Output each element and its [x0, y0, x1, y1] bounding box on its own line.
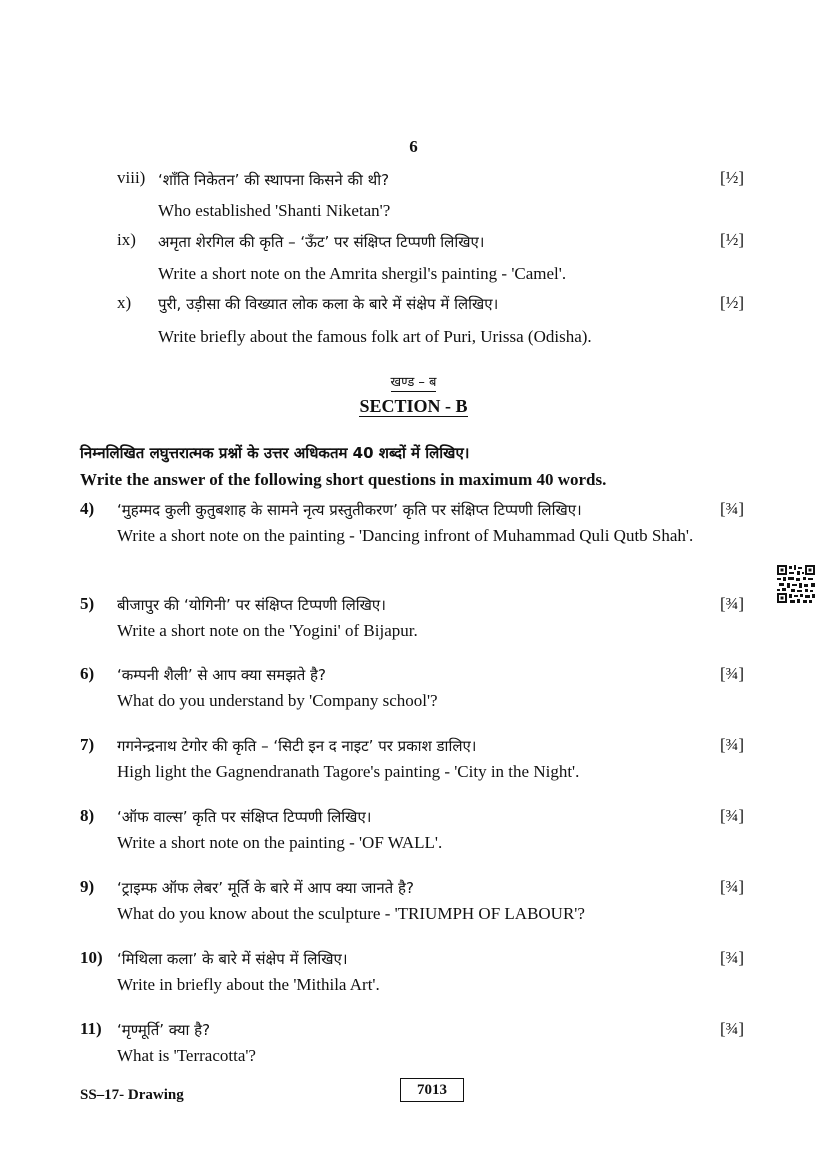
question-english: Write a short note on the Amrita shergil's painting - 'Camel'.	[158, 264, 567, 283]
question-marks: [¾]	[720, 1019, 745, 1038]
question-hindi: ‘ऑफ वाल्स’ कृति पर संक्षिप्त टिप्पणी लिखिए।	[117, 808, 372, 826]
question-number: 10)	[80, 948, 103, 967]
question-number: 11)	[80, 1019, 102, 1038]
question-english: Who established 'Shanti Niketan'?	[158, 201, 391, 220]
question-number: 4)	[80, 499, 95, 518]
question-hindi: ‘शाँति निकेतन’ की स्थापना किसने की थी?	[158, 171, 390, 189]
question-hindi: ‘मिथिला कला’ के बारे में संक्षेप में लिखिए।	[117, 950, 348, 968]
question-hindi: गगनेन्द्रनाथ टेगोर की कृति – ‘सिटी इन द नाइट’ पर प्रकाश डालिए।	[117, 737, 477, 755]
question-english: High light the Gagnendranath Tagore's painting - 'City in the Night'.	[117, 762, 580, 781]
section-title: SECTION - B	[359, 396, 468, 416]
question-marks: [¾]	[720, 806, 745, 825]
question-english: Write a short note on the painting - 'OF WALL'.	[117, 833, 443, 852]
instruction-hindi: निम्नलिखित लघुत्तरात्मक प्रश्नों के उत्तर अधिकतम 40 शब्दों में लिखिए।	[80, 444, 470, 462]
question-number: 7)	[80, 735, 95, 754]
question-english: Write a short note on the 'Yogini' of Bijapur.	[117, 621, 418, 640]
instruction-english: Write the answer of the following short questions in maximum 40 words.	[80, 470, 607, 489]
question-number: 8)	[80, 806, 95, 825]
question-hindi: पुरी, उड़ीसा की विख्यात लोक कला के बारे में संक्षेप में लिखिए।	[158, 295, 499, 313]
question-english: Write a short note on the painting - 'Dancing infront of Muhammad Quli Qutb Shah'.	[117, 526, 694, 545]
question-english: Write briefly about the famous folk art of Puri, Urissa (Odisha).	[158, 327, 592, 346]
question-number: ix)	[117, 230, 136, 249]
question-marks: [¾]	[720, 594, 745, 613]
question-english: What is 'Terracotta'?	[117, 1046, 256, 1065]
question-hindi: ‘कम्पनी शैली’ से आप क्या समझते है?	[117, 666, 326, 684]
question-english: Write in briefly about the 'Mithila Art'.	[117, 975, 380, 994]
question-marks: [¾]	[720, 664, 745, 683]
question-hindi: बीजापुर की ‘योगिनी’ पर संक्षिप्त टिप्पणी लिखिए।	[117, 596, 386, 614]
question-marks: [½]	[720, 293, 745, 312]
question-hindi: ‘मृण्मूर्ति’ क्या है?	[117, 1021, 211, 1039]
question-english: What do you understand by 'Company school'?	[117, 691, 438, 710]
section-title-hindi: खण्ड – ब	[390, 375, 437, 390]
question-marks: [¾]	[720, 499, 745, 518]
question-marks: [½]	[720, 230, 745, 249]
question-marks: [¾]	[720, 948, 745, 967]
paper-code: SS–17- Drawing	[80, 1087, 184, 1103]
question-number: 9)	[80, 877, 95, 896]
qr-code-icon	[777, 565, 815, 603]
question-hindi: ‘मुहम्मद कुली कुतुबशाह के सामने नृत्य प्रस्तुतीकरण’ कृति पर संक्षिप्त टिप्पणी लिखिए।	[117, 501, 582, 519]
question-hindi: ‘ट्राइम्फ ऑफ लेबर’ मूर्ति के बारे में आप क्या जानते है?	[117, 879, 414, 897]
question-marks: [¾]	[720, 877, 745, 896]
question-number: 6)	[80, 664, 95, 683]
page-number: 6	[409, 137, 418, 156]
question-hindi: अमृता शेरगिल की कृति – ‘ऊँट’ पर संक्षिप्त टिप्पणी लिखिए।	[158, 233, 485, 251]
paper-number-box: 7013	[400, 1078, 464, 1102]
question-number: x)	[117, 293, 132, 312]
question-number: viii)	[117, 168, 146, 187]
question-english: What do you know about the sculpture - 'TRIUMPH OF LABOUR'?	[117, 904, 585, 923]
question-number: 5)	[80, 594, 95, 613]
question-marks: [¾]	[720, 735, 745, 754]
question-marks: [½]	[720, 168, 745, 187]
